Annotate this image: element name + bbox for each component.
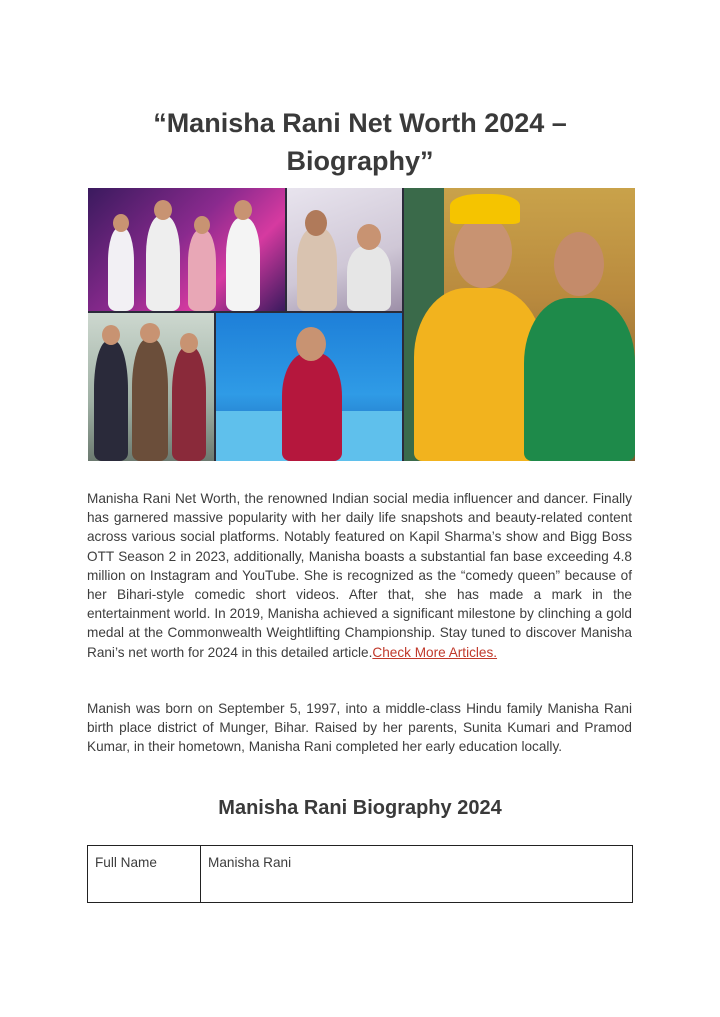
check-more-articles-link[interactable]: Check More Articles. xyxy=(372,644,498,660)
collage-panel-selfie xyxy=(287,188,402,311)
collage-panel-family-stage xyxy=(88,188,285,311)
collage-panel-group xyxy=(88,313,214,461)
collage-panel-man-red-suit xyxy=(216,313,402,461)
collage-panel-father-daughter xyxy=(404,188,635,461)
intro-paragraph-text: Manisha Rani Net Worth, the renowned Indian social media influencer and dancer. Finally has garnered massive popularity with her daily life snapshots and beauty-related content across various social platforms. Notably featured on Kapil Sharma’s show and Bigg Boss OTT Season 2 in 2023, additionally, Manisha boasts a substantial fan base exceeding 4.8 million on Instagram and YouTube. She is recognized as the “comedy queen” because of her Bihari-style comedic short videos. After that, she has made a mark in the entertainment world. In 2019, Manisha achieved a significant milestone by clinching a gold medal at the Commonwealth Weightlifting Championship. Stay tuned to discover Manisha Rani’s net worth for 2024 in this detailed article. xyxy=(87,491,632,660)
table-cell-label: Full Name xyxy=(88,846,201,903)
section-heading-biography: Manisha Rani Biography 2024 xyxy=(218,797,502,819)
photo-collage xyxy=(88,188,635,461)
table-cell-value: Manisha Rani xyxy=(201,846,633,903)
birth-paragraph: Manish was born on September 5, 1997, into a middle-class Hindu family Manisha Rani birth place district of Munger, Bihar. Raised by her parents, Sunita Kumari and Pramod Kumar, in their hometown, Manisha Rani completed her early education locally. xyxy=(87,701,632,755)
page-title: “Manisha Rani Net Worth 2024 – Biography” xyxy=(153,108,567,176)
table-row xyxy=(88,846,633,903)
biography-table xyxy=(87,845,633,903)
intro-paragraph xyxy=(87,489,632,662)
